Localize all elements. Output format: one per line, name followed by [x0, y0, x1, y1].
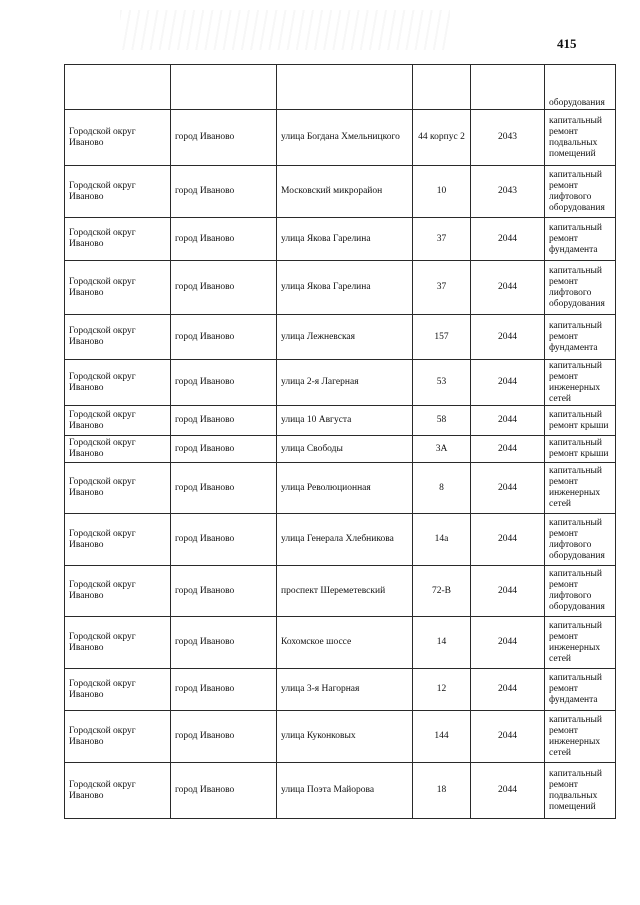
cell-year: 2044: [471, 315, 545, 360]
table-body: [65, 65, 616, 819]
cell-city: город Иваново: [171, 763, 277, 819]
cell-region: Городской округ Иваново: [65, 261, 171, 315]
cell-house: 18: [413, 763, 471, 819]
cell-house: [413, 65, 471, 110]
cell-house: 14: [413, 617, 471, 669]
cell-work-type: капитальный ремонт крыши: [545, 436, 616, 463]
cell-city: город Иваново: [171, 617, 277, 669]
cell-region: Городской округ Иваново: [65, 711, 171, 763]
cell-city: город Иваново: [171, 514, 277, 566]
cell-year: 2044: [471, 763, 545, 819]
cell-year: 2043: [471, 166, 545, 218]
table-row: [65, 763, 616, 819]
cell-street: улица Якова Гарелина: [277, 218, 413, 261]
cell-street: улица Якова Гарелина: [277, 261, 413, 315]
cell-region: Городской округ Иваново: [65, 315, 171, 360]
table-row: [65, 406, 616, 436]
table-row: [65, 360, 616, 406]
cell-year: [471, 65, 545, 110]
cell-street: улица 3-я Нагорная: [277, 669, 413, 711]
cell-region: Городской округ Иваново: [65, 463, 171, 514]
cell-work-type: капитальный ремонт лифтового оборудования: [545, 166, 616, 218]
cell-street: улица Лежневская: [277, 315, 413, 360]
cell-street: Кохомское шоссе: [277, 617, 413, 669]
cell-city: [171, 65, 277, 110]
table-row: [65, 166, 616, 218]
cell-work-type: капитальный ремонт инженерных сетей: [545, 711, 616, 763]
cell-city: город Иваново: [171, 315, 277, 360]
cell-region: Городской округ Иваново: [65, 360, 171, 406]
cell-house: 44 корпус 2: [413, 110, 471, 166]
cell-street: проспект Шереметевский: [277, 566, 413, 617]
cell-year: 2044: [471, 669, 545, 711]
cell-year: 2044: [471, 261, 545, 315]
cell-city: город Иваново: [171, 261, 277, 315]
scan-artifact: [120, 10, 450, 50]
cell-year: 2044: [471, 566, 545, 617]
cell-year: 2043: [471, 110, 545, 166]
table-row-continued: [65, 65, 616, 110]
cell-work-type: капитальный ремонт лифтового оборудования: [545, 566, 616, 617]
cell-year: 2044: [471, 436, 545, 463]
cell-region: Городской округ Иваново: [65, 406, 171, 436]
table-row: [65, 617, 616, 669]
cell-work-type: капитальный ремонт подвальных помещений: [545, 110, 616, 166]
page-number: 415: [557, 36, 577, 51]
cell-street: Московский микрорайон: [277, 166, 413, 218]
cell-house: 37: [413, 218, 471, 261]
cell-region: Городской округ Иваново: [65, 110, 171, 166]
table-row: [65, 711, 616, 763]
cell-house: 53: [413, 360, 471, 406]
cell-city: город Иваново: [171, 463, 277, 514]
cell-house: 14а: [413, 514, 471, 566]
cell-region: [65, 65, 171, 110]
table-row: [65, 669, 616, 711]
table-row: [65, 261, 616, 315]
cell-year: 2044: [471, 711, 545, 763]
cell-house: 72-В: [413, 566, 471, 617]
cell-street: улица Свободы: [277, 436, 413, 463]
housing-repair-table: [64, 64, 616, 819]
table-row: [65, 218, 616, 261]
cell-work-type: капитальный ремонт подвальных помещений: [545, 763, 616, 819]
table-row: [65, 110, 616, 166]
cell-street: улица Поэта Майорова: [277, 763, 413, 819]
cell-region: Городской округ Иваново: [65, 218, 171, 261]
cell-city: город Иваново: [171, 218, 277, 261]
cell-work-type: капитальный ремонт лифтового оборудования: [545, 514, 616, 566]
cell-city: город Иваново: [171, 711, 277, 763]
cell-street: улица Куконковых: [277, 711, 413, 763]
cell-work-type: капитальный ремонт крыши: [545, 406, 616, 436]
cell-work-type: капитальный ремонт фундамента: [545, 218, 616, 261]
cell-year: 2044: [471, 463, 545, 514]
cell-work-type: оборудования: [545, 65, 616, 110]
cell-work-type: капитальный ремонт инженерных сетей: [545, 617, 616, 669]
cell-city: город Иваново: [171, 166, 277, 218]
cell-street: улица Богдана Хмельницкого: [277, 110, 413, 166]
cell-work-type: капитальный ремонт инженерных сетей: [545, 360, 616, 406]
cell-year: 2044: [471, 617, 545, 669]
cell-street: улица Революционная: [277, 463, 413, 514]
cell-region: Городской округ Иваново: [65, 166, 171, 218]
cell-region: Городской округ Иваново: [65, 436, 171, 463]
cell-house: 3А: [413, 436, 471, 463]
table-row: [65, 514, 616, 566]
cell-year: 2044: [471, 406, 545, 436]
cell-year: 2044: [471, 218, 545, 261]
cell-region: Городской округ Иваново: [65, 617, 171, 669]
cell-city: город Иваново: [171, 436, 277, 463]
cell-region: Городской округ Иваново: [65, 669, 171, 711]
cell-house: 37: [413, 261, 471, 315]
cell-city: город Иваново: [171, 669, 277, 711]
cell-house: 58: [413, 406, 471, 436]
cell-region: Городской округ Иваново: [65, 763, 171, 819]
cell-street: [277, 65, 413, 110]
cell-year: 2044: [471, 360, 545, 406]
cell-work-type: капитальный ремонт инженерных сетей: [545, 463, 616, 514]
cell-city: город Иваново: [171, 566, 277, 617]
cell-region: Городской округ Иваново: [65, 566, 171, 617]
cell-street: улица Генерала Хлебникова: [277, 514, 413, 566]
cell-work-type: капитальный ремонт фундамента: [545, 315, 616, 360]
cell-work-type: капитальный ремонт фундамента: [545, 669, 616, 711]
cell-street: улица 10 Августа: [277, 406, 413, 436]
cell-house: 144: [413, 711, 471, 763]
cell-house: 12: [413, 669, 471, 711]
cell-house: 157: [413, 315, 471, 360]
cell-house: 8: [413, 463, 471, 514]
cell-year: 2044: [471, 514, 545, 566]
cell-city: город Иваново: [171, 406, 277, 436]
cell-city: город Иваново: [171, 360, 277, 406]
cell-street: улица 2-я Лагерная: [277, 360, 413, 406]
cell-house: 10: [413, 166, 471, 218]
cell-city: город Иваново: [171, 110, 277, 166]
table-row: [65, 566, 616, 617]
table-row: [65, 463, 616, 514]
cell-region: Городской округ Иваново: [65, 514, 171, 566]
table-row: [65, 315, 616, 360]
cell-work-type: капитальный ремонт лифтового оборудования: [545, 261, 616, 315]
table-row: [65, 436, 616, 463]
